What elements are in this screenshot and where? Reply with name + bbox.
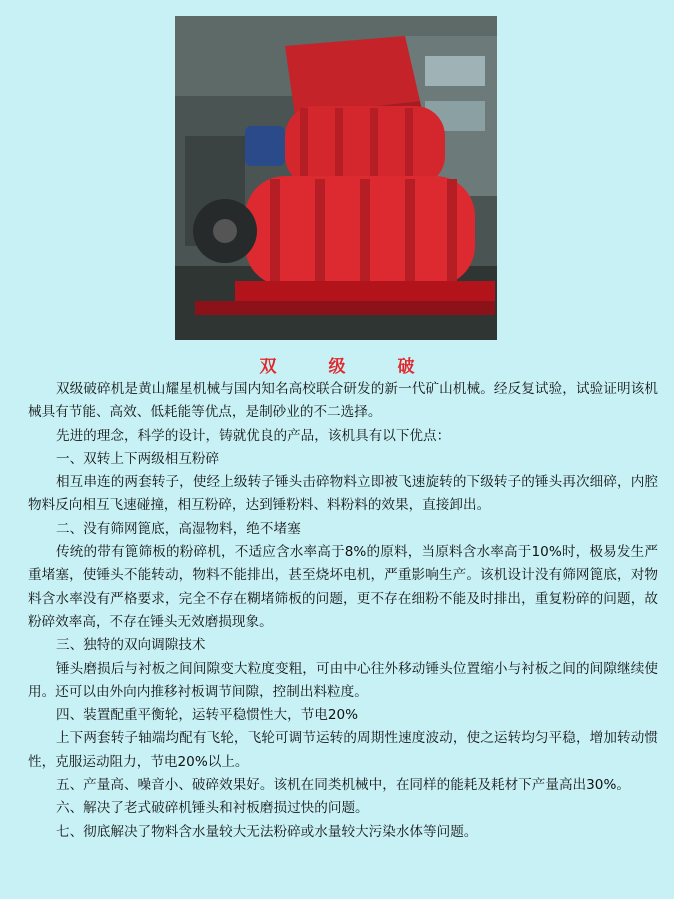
title-char: 双 (259, 357, 277, 377)
paragraph: 上下两套转子轴端均配有飞轮，飞轮可调节运转的周期性速度波动，使之运转均匀平稳，增加转动惯性，克服运动阻力，节电20%以上。 (28, 730, 658, 770)
paragraph: 传统的带有篦筛板的粉碎机，不适应含水率高于8%的原料，当原料含水率高于10%时，极易发生严重堵塞，使锤头不能转动，物料不能排出，甚至烧坏电机，严重影响生产。该机设计没有筛网篦底，对物料含水率没有严格要求，完全不存在糊堵筛板的问题，更不存在细粉不能及时排出，重复粉碎的问题，故粉碎效率高，不存在锤头无效磨损现象。 (28, 544, 658, 630)
paragraph: 六、解决了老式破碎机锤头和衬板磨损过快的问题。 (56, 800, 369, 817)
paragraph: 一、双转上下两级相互粉碎 (56, 450, 220, 467)
paragraph: 双级破碎机是黄山耀星机械与国内知名高校联合研发的新一代矿山机械。经反复试验，试验证明该机械具有节能、高效、低耗能等优点，是制砂业的不二选择。 (28, 381, 658, 421)
paragraph: 先进的理念，科学的设计，铸就优良的产品，该机具有以下优点： (56, 427, 451, 444)
crusher-illustration (175, 16, 497, 340)
article-body (28, 378, 658, 844)
section-title (0, 352, 674, 377)
title-char: 破 (397, 357, 415, 377)
paragraph: 五、产量高、噪音小、破碎效果好。该机在同类机械中，在同样的能耗及耗材下产量高出30%。 (56, 777, 630, 794)
paragraph: 三、独特的双向调隙技术 (56, 637, 206, 654)
paragraph: 二、没有筛网篦底，高湿物料，绝不堵塞 (56, 520, 301, 537)
paragraph: 四、装置配重平衡轮，运转平稳惯性大，节电20% (56, 707, 359, 724)
paragraph: 相互串连的两套转子，使经上级转子锤头击碎物料立即被飞速旋转的下级转子的锤头再次细碎，内腔物料反向相互飞速碰撞，相互粉碎，达到锤粉料、料粉料的效果，直接卸出。 (28, 474, 658, 514)
product-photo (175, 16, 497, 340)
title-char: 级 (328, 357, 346, 377)
paragraph: 锤头磨损后与衬板之间间隙变大粒度变粗，可由中心往外移动锤头位置缩小与衬板之间的间隙继续使用。还可以由外向内推移衬板调节间隙，控制出料粒度。 (28, 660, 658, 700)
paragraph: 七、彻底解决了物料含水量较大无法粉碎或水量较大污染水体等问题。 (56, 823, 478, 840)
